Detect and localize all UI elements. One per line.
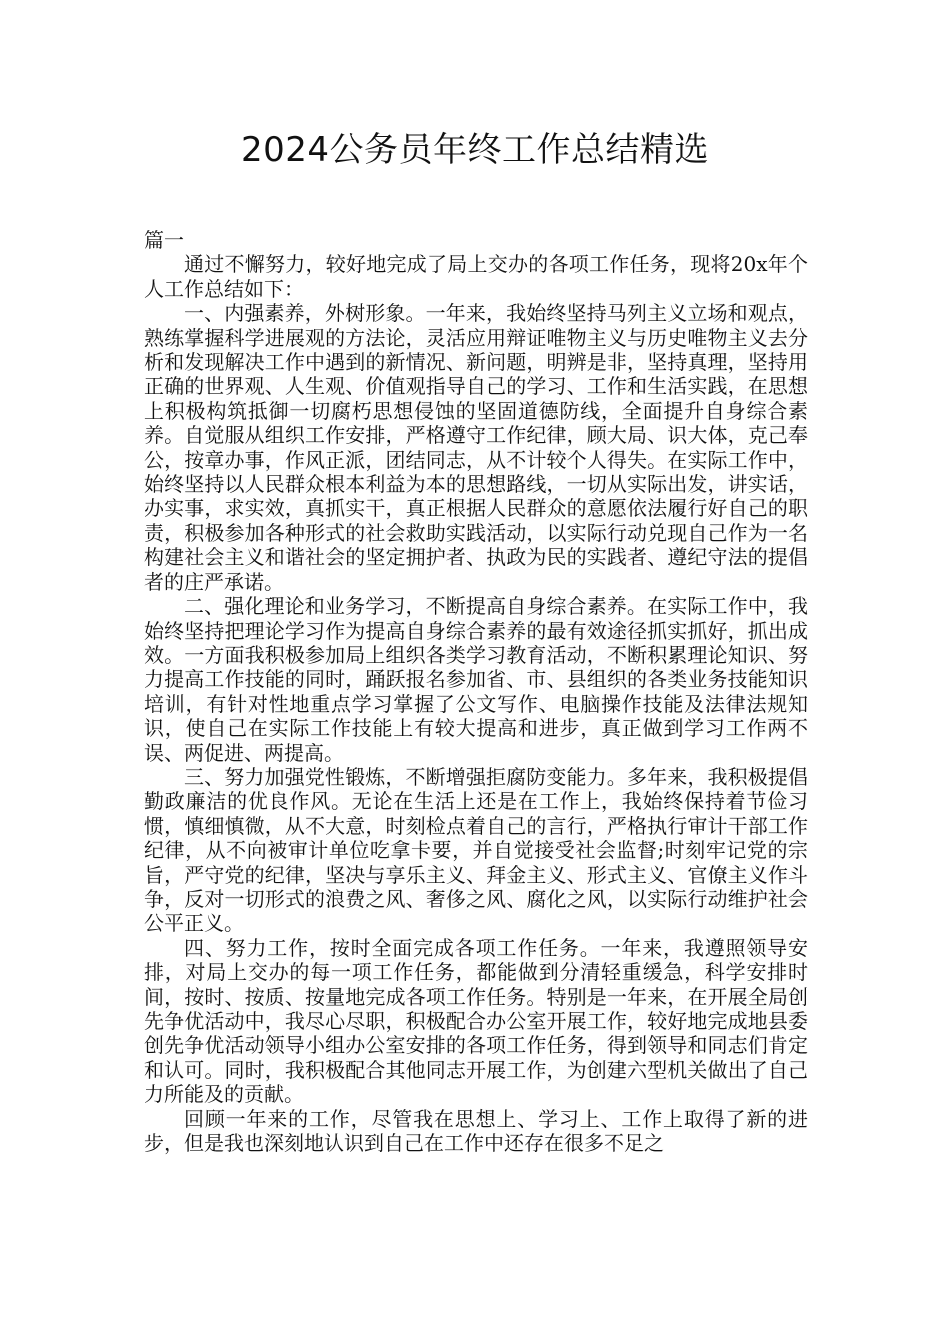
- document-body: [144, 228, 808, 1155]
- document-title: 2024公务员年终工作总结精选: [240, 130, 710, 170]
- paragraph-point-3: 三、努力加强党性锻炼，不断增强拒腐防变能力。多年来，我积极提倡勤政廉洁的优良作风。无论在生活上还是在工作上，我始终保持着节俭习惯，慎细慎微，从不大意，时刻检点着自己的言行，严格执行审计干部工作纪律，从不向被审计单位吃拿卡要，并自觉接受社会监督;时刻牢记党的宗旨，严守党的纪律，坚决与享乐主义、拜金主义、形式主义、官僚主义作斗争，反对一切形式的浪费之风、奢侈之风、腐化之风，以实际行动维护社会公平正义。: [144, 764, 808, 936]
- paragraph-point-2: 二、强化理论和业务学习，不断提高自身综合素养。在实际工作中，我始终坚持把理论学习作为提高自身综合素养的最有效途径抓实抓好，抓出成效。一方面我积极参加局上组织各类学习教育活动，不断积累理论知识、努力提高工作技能的同时，踊跃报名参加省、市、县组织的各类业务技能知识培训，有针对性地重点学习掌握了公文写作、电脑操作技能及法律法规知识，使自己在实际工作技能上有较大提高和进步，真正做到学习工作两不误、两促进、两提高。: [144, 594, 808, 765]
- paragraph-point-1: 一、内强素养，外树形象。一年来，我始终坚持马列主义立场和观点，熟练掌握科学进展观的方法论，灵活应用辩证唯物主义与历史唯物主义去分析和发现解决工作中遇到的新情况、新问题，明辨是非，坚持真理，坚持用正确的世界观、人生观、价值观指导自己的学习、工作和生活实践，在思想上积极构筑抵御一切腐朽思想侵蚀的坚固道德防线，全面提升自身综合素养。自觉服从组织工作安排，严格遵守工作纪律，顾大局、识大体，克己奉公，按章办事，作风正派，团结同志，从不计较个人得失。在实际工作中，始终坚持以人民群众根本利益为本的思想路线，一切从实际出发，讲实话，办实事，求实效，真抓实干，真正根据人民群众的意愿依法履行好自己的职责，积极参加各种形式的社会救助实践活动，以实际行动兑现自己作为一名构建社会主义和谐社会的坚定拥护者、执政为民的实践者、遵纪守法的提倡者的庄严承诺。: [144, 301, 808, 594]
- section-label: 篇一: [144, 228, 184, 252]
- paragraph-intro: 通过不懈努力，较好地完成了局上交办的各项工作任务，现将20x年个人工作总结如下：: [144, 252, 808, 301]
- paragraph-review: 回顾一年来的工作，尽管我在思想上、学习上、工作上取得了新的进步，但是我也深刻地认识到自己在工作中还存在很多不足之: [144, 1106, 808, 1156]
- paragraph-point-4: 四、努力工作，按时全面完成各项工作任务。一年来，我遵照领导安排，对局上交办的每一项工作任务，都能做到分清轻重缓急，科学安排时间，按时、按质、按量地完成各项工作任务。特别是一年来，在开展全局创先争优活动中，我尽心尽职，积极配合办公室开展工作，较好地完成地县委创先争优活动领导小组办公室安排的各项工作任务，得到领导和同志们肯定和认可。同时，我积极配合其他同志开展工作，为创建六型机关做出了自己力所能及的贡献。: [144, 935, 808, 1107]
